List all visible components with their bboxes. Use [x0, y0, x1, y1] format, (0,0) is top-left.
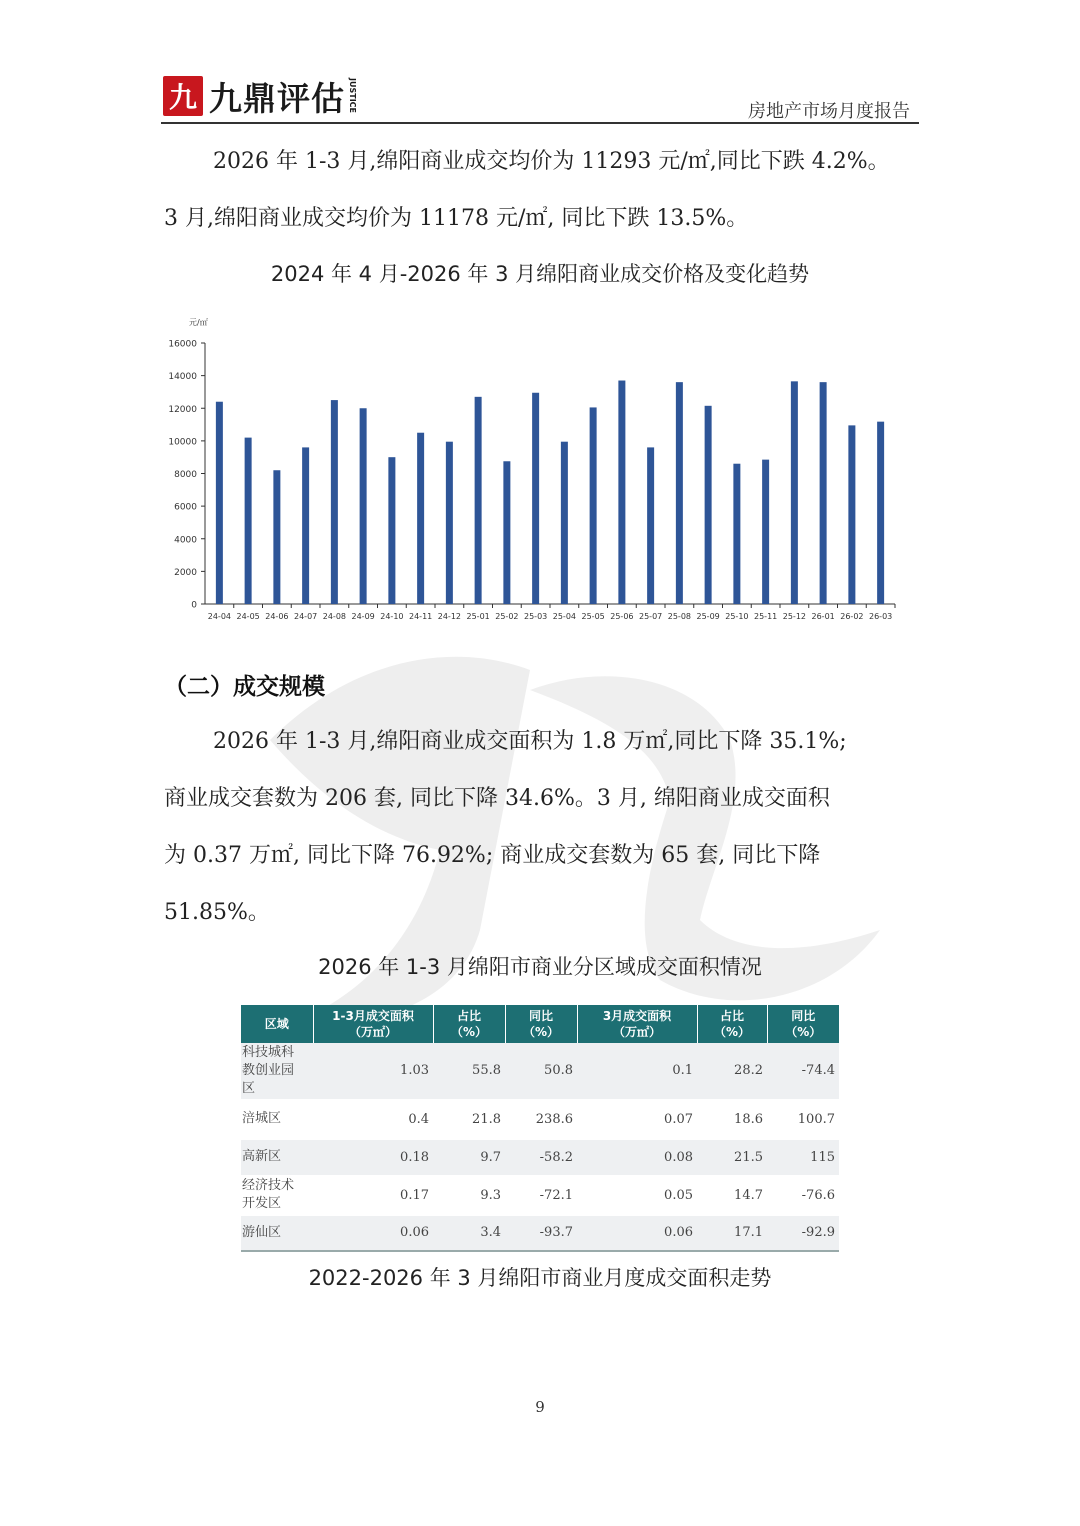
table-header-cell	[433, 1005, 505, 1043]
table-header-text: 区域	[264, 1017, 289, 1031]
table-value-cell: 0.07	[577, 1099, 697, 1139]
x-tick-label: 26-02	[840, 612, 864, 621]
y-tick-label: 2000	[174, 567, 197, 578]
bar	[647, 447, 654, 604]
district-name-cell	[241, 1215, 313, 1251]
bar	[503, 461, 510, 604]
district-name-text: 经济技术	[242, 1178, 295, 1193]
paragraph-volume-line1: 2026 年 1-3 月,绵阳商业成交面积为 1.8 万㎡,同比下降 35.1%;	[213, 729, 847, 754]
x-tick-label: 25-10	[725, 612, 749, 621]
bar	[245, 438, 252, 604]
district-area-table	[241, 1005, 839, 1252]
table-value-cell: 55.8	[433, 1043, 505, 1099]
table-value-cell: 100.7	[767, 1099, 839, 1139]
logo-mark: 九	[163, 76, 203, 116]
y-tick-label: 8000	[174, 470, 197, 480]
paragraph-volume-line2: 商业成交套数为 206 套, 同比下降 34.6%。3 月, 绵阳商业成交面积	[164, 786, 830, 811]
district-name-text: 高新区	[242, 1149, 282, 1164]
x-tick-label: 25-06	[610, 612, 634, 621]
table-header-text: 1-3月成交面积	[332, 1009, 414, 1023]
table-value-cell: 238.6	[505, 1099, 577, 1139]
table-header-text: （万㎡）	[348, 1025, 397, 1039]
bar	[532, 393, 539, 604]
header-divider	[161, 122, 919, 124]
table-header-text: （%）	[450, 1025, 488, 1039]
next-chart-caption: 2022-2026 年 3 月绵阳市商业月度成交面积走势	[308, 1266, 772, 1290]
table-value-cell: 0.1	[577, 1043, 697, 1099]
district-name-text: 涪城区	[242, 1111, 282, 1126]
x-tick-label: 24-07	[294, 612, 318, 621]
x-tick-label: 25-01	[466, 612, 490, 621]
bar	[590, 407, 597, 604]
bar	[216, 402, 223, 604]
x-tick-label: 25-07	[639, 612, 663, 621]
table-value-cell: -92.9	[767, 1215, 839, 1251]
bar	[820, 382, 827, 604]
table-header-cell	[697, 1005, 767, 1043]
table-row	[241, 1099, 839, 1139]
y-tick-label: 14000	[168, 372, 197, 383]
paragraph-price-line1: 2026 年 1-3 月,绵阳商业成交均价为 11293 元/㎡,同比下跌 4.2%。	[213, 149, 890, 174]
district-name-cell	[241, 1139, 313, 1175]
x-tick-label: 25-03	[524, 612, 548, 621]
bar	[705, 406, 712, 604]
table-value-cell: 9.7	[433, 1139, 505, 1175]
paragraph-volume-line3: 为 0.37 万㎡, 同比下降 76.92%; 商业成交套数为 65 套, 同比下降	[164, 843, 821, 868]
table-header-text: （%）	[785, 1025, 822, 1039]
bar	[273, 470, 280, 604]
table-value-cell: 0.18	[313, 1139, 433, 1175]
table-value-cell: 1.03	[313, 1043, 433, 1099]
table-header-text: （%）	[713, 1025, 751, 1039]
table-value-cell: 115	[767, 1139, 839, 1175]
district-name-text: 开发区	[242, 1196, 282, 1211]
section-title: （二）成交规模	[164, 674, 325, 700]
y-tick-label: 6000	[174, 502, 197, 513]
table-value-cell: -58.2	[505, 1139, 577, 1175]
table-header-text: 同比	[528, 1009, 553, 1023]
y-tick-label: 4000	[174, 535, 197, 546]
table-header-text: 3月成交面积	[602, 1009, 672, 1023]
table-value-cell: 0.17	[313, 1175, 433, 1215]
bar	[733, 464, 740, 604]
table-value-cell: -93.7	[505, 1215, 577, 1251]
table-header-cell	[241, 1005, 313, 1043]
x-tick-label: 24-06	[265, 612, 289, 621]
bar	[360, 408, 367, 604]
table-header-text: 占比	[456, 1009, 481, 1023]
bar	[791, 381, 798, 604]
table-value-cell: 0.06	[313, 1215, 433, 1251]
district-name-text: 区	[242, 1080, 256, 1096]
x-tick-label: 25-12	[782, 612, 806, 621]
paragraph-volume-line4: 51.85%。	[164, 900, 270, 925]
y-tick-label: 12000	[168, 404, 197, 415]
x-tick-label: 24-05	[236, 612, 260, 621]
table-value-cell: 0.08	[577, 1139, 697, 1175]
company-logo	[163, 74, 357, 118]
district-name-cell	[241, 1043, 313, 1099]
table-value-cell: 3.4	[433, 1215, 505, 1251]
table-header-text: （万㎡）	[612, 1025, 661, 1039]
table-header-text: 占比	[719, 1009, 744, 1023]
table-header-text: （%）	[522, 1025, 560, 1039]
x-tick-label: 26-03	[869, 612, 893, 621]
x-tick-label: 24-12	[437, 612, 461, 621]
table-value-cell: 28.2	[697, 1043, 767, 1099]
table-value-cell: -72.1	[505, 1175, 577, 1215]
district-name-text: 教创业园	[242, 1062, 295, 1078]
bar	[676, 382, 683, 604]
y-tick-label: 10000	[168, 437, 197, 448]
district-name-cell	[241, 1099, 313, 1139]
x-tick-label: 25-11	[754, 612, 778, 621]
table-value-cell: 21.8	[433, 1099, 505, 1139]
bar	[388, 457, 395, 604]
table-value-cell: 17.1	[697, 1215, 767, 1251]
y-axis-unit-label: 元/㎡	[189, 318, 208, 327]
x-tick-label: 25-04	[552, 612, 576, 621]
report-title: 房地产市场月度报告	[748, 101, 910, 122]
bar	[302, 447, 309, 604]
table-value-cell: 50.8	[505, 1043, 577, 1099]
logo-text: 九鼎评估	[209, 78, 345, 118]
bar	[475, 397, 482, 604]
table-caption: 2026 年 1-3 月绵阳市商业分区域成交面积情况	[318, 955, 762, 979]
table-value-cell: 14.7	[697, 1175, 767, 1215]
table-row	[241, 1043, 839, 1099]
bar	[446, 442, 453, 604]
bar	[877, 422, 884, 604]
page-number: 9	[535, 1398, 545, 1416]
table-header-text: 同比	[791, 1009, 816, 1023]
x-tick-label: 24-08	[322, 612, 346, 621]
table-value-cell: 21.5	[697, 1139, 767, 1175]
bar	[762, 460, 769, 604]
table-value-cell: -76.6	[767, 1175, 839, 1215]
logo-subtext: JUSTICE	[348, 78, 357, 114]
paragraph-price-line2: 3 月,绵阳商业成交均价为 11178 元/㎡, 同比下跌 13.5%。	[164, 206, 749, 231]
x-tick-label: 24-11	[409, 612, 433, 621]
y-tick-label: 0	[191, 600, 197, 611]
table-row	[241, 1175, 839, 1215]
table-value-cell: 0.4	[313, 1099, 433, 1139]
x-tick-label: 25-05	[581, 612, 605, 621]
table-value-cell: 0.05	[577, 1175, 697, 1215]
x-tick-label: 25-09	[696, 612, 720, 621]
district-name-cell	[241, 1175, 313, 1215]
x-tick-label: 24-10	[380, 612, 404, 621]
district-name-text: 游仙区	[242, 1224, 282, 1240]
x-tick-label: 24-04	[207, 612, 231, 621]
table-header-cell	[505, 1005, 577, 1043]
bar	[417, 433, 424, 604]
chart-caption: 2024 年 4 月-2026 年 3 月绵阳商业成交价格及变化趋势	[270, 262, 810, 286]
x-tick-label: 26-01	[811, 612, 835, 621]
table-value-cell: 0.06	[577, 1215, 697, 1251]
bar	[848, 425, 855, 604]
bar	[561, 442, 568, 604]
table-value-cell: -74.4	[767, 1043, 839, 1099]
bar	[618, 381, 625, 604]
price-bar-chart	[160, 310, 910, 630]
bar	[331, 400, 338, 604]
x-tick-label: 25-08	[667, 612, 691, 621]
table-header-cell	[313, 1005, 433, 1043]
table-value-cell: 9.3	[433, 1175, 505, 1215]
x-tick-label: 24-09	[351, 612, 375, 621]
table-row	[241, 1139, 839, 1175]
x-tick-label: 25-02	[495, 612, 519, 621]
table-header-cell	[767, 1005, 839, 1043]
district-name-text: 科技城科	[242, 1044, 295, 1060]
table-header-cell	[577, 1005, 697, 1043]
table-row	[241, 1215, 839, 1251]
y-tick-label: 16000	[168, 339, 197, 350]
table-value-cell: 18.6	[697, 1099, 767, 1139]
